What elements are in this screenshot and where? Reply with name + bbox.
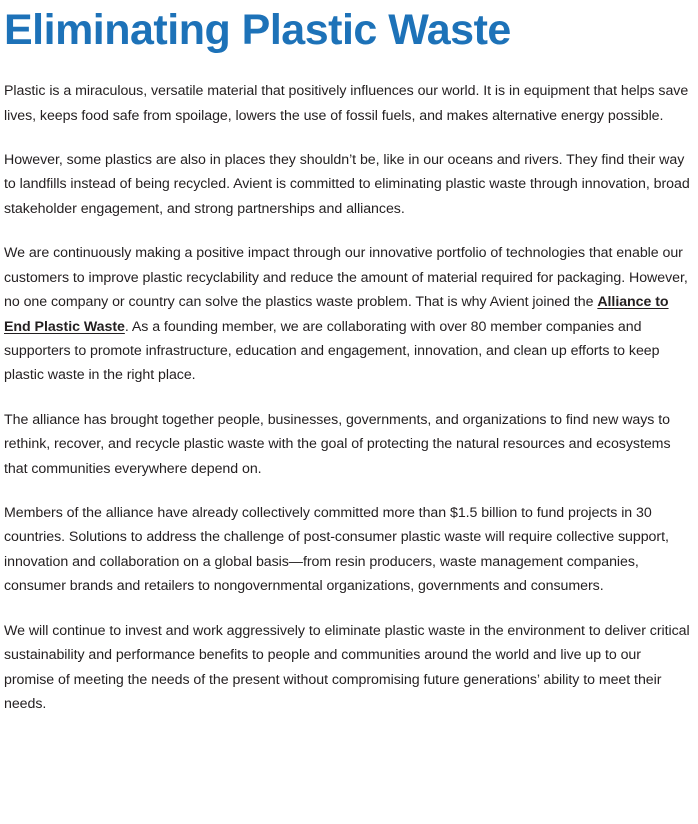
page-title: Eliminating Plastic Waste [4, 6, 511, 54]
paragraph-text: However, some plastics are also in places they shouldn’t be, like in our oceans and rivers. They find their way to landfills instead of being recycled. Avient is committed to eliminating plastic waste through innovation, broad stakeholder engagement, and strong partnerships and alliances. [4, 151, 690, 217]
article-body [4, 79, 690, 716]
paragraph-text: The alliance has brought together people, businesses, governments, and organizations to find new ways to rethink, recover, and recycle plastic waste with the goal of protecting the natural resources and ecosystems that communities everywhere depend on. [4, 411, 671, 477]
paragraph-text: Members of the alliance have already collectively committed more than $1.5 billion to fund projects in 30 countries. Solutions to address the challenge of post-consumer plastic waste will require collective support, innovation and collaboration on a global basis—from resin producers, waste management companies, consumer brands and retailers to nongovernmental organizations, governments and consumers. [4, 505, 669, 595]
paragraph [4, 148, 690, 221]
paragraph [4, 241, 690, 388]
inline-link-alliance-to-end-plastic-waste[interactable]: Alliance to End Plastic Waste [4, 294, 669, 335]
paragraph-text: We will continue to invest and work aggressively to eliminate plastic waste in the environment to deliver critical sustainability and performance benefits to people and communities around the world and live up to our promise of meeting the needs of the present without compromising future generations’ ability to meet their needs. [4, 622, 690, 712]
paragraph [4, 408, 690, 481]
paragraph [4, 79, 690, 128]
paragraph [4, 501, 690, 599]
paragraph-text: . As a founding member, we are collaborating with over 80 member companies and supporters to promote infrastructure, education and engagement, innovation, and clean up efforts to keep plastic waste in the right place. [4, 318, 660, 384]
paragraph-text: We are continuously making a positive impact through our innovative portfolio of technologies that enable our customers to improve plastic recyclability and reduce the amount of material required for packaging. However, no one company or country can solve the plastics waste problem. That is why Avient joined the [4, 245, 688, 311]
paragraph-text: Plastic is a miraculous, versatile material that positively influences our world. It is in equipment that helps save lives, keeps food safe from spoilage, lowers the use of fossil fuels, and makes alternative energy possible. [4, 83, 689, 124]
paragraph [4, 619, 690, 717]
